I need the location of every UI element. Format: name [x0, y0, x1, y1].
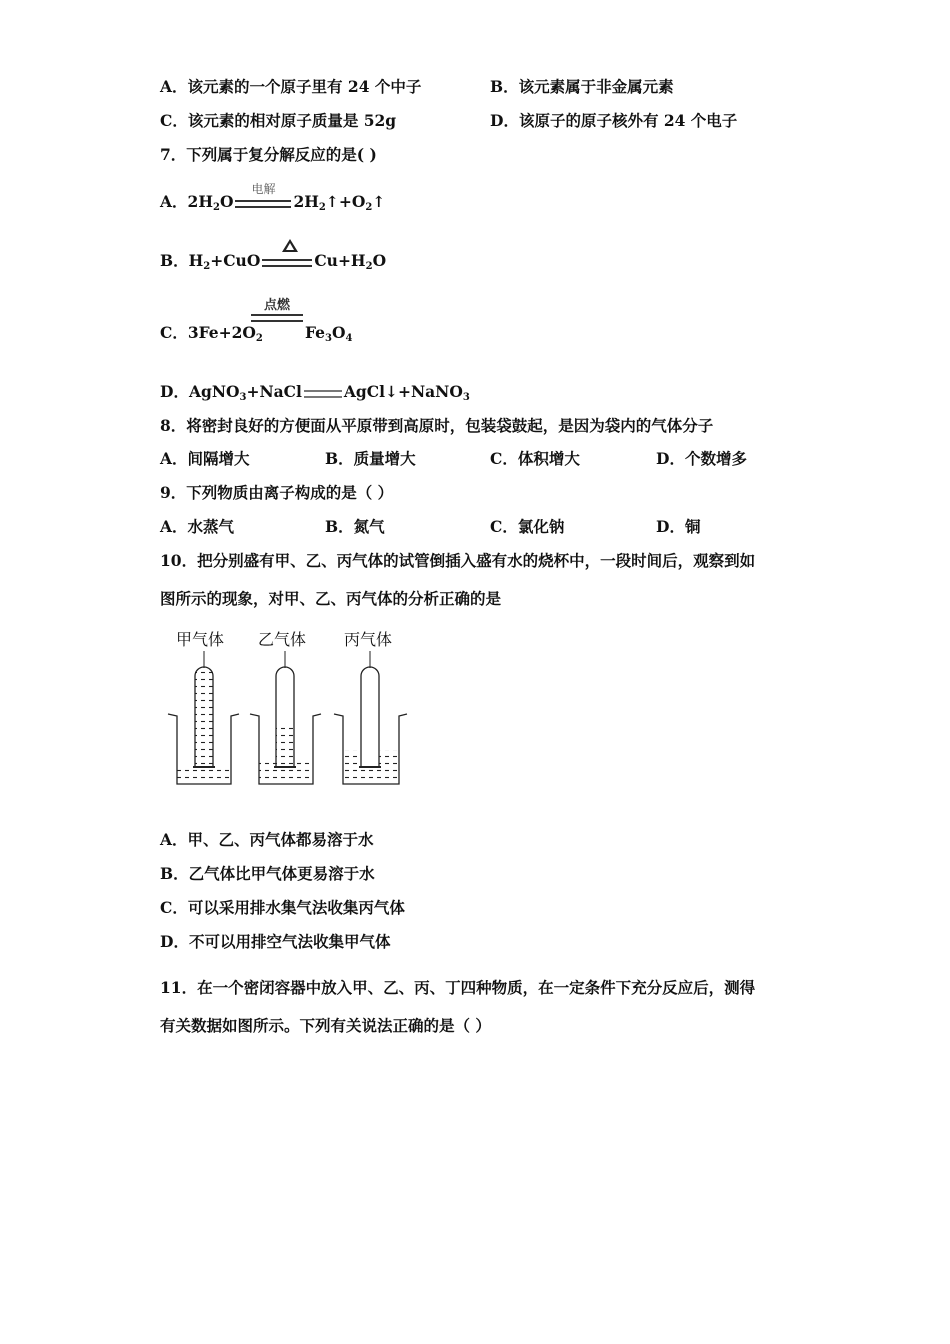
q7-c-rhs2-sub: 4 — [345, 333, 353, 344]
q7-a-lhs-sub: 2 — [212, 202, 220, 213]
q7-b-rhs2: O — [372, 251, 387, 270]
q6-option-a: A．该元素的一个原子里有 24 个中子 — [160, 77, 422, 96]
q7-a-rhs2-sub: 2 — [365, 202, 373, 213]
q7-option-b — [160, 251, 386, 277]
q7-a-lhs: 2H — [187, 192, 213, 211]
q7-stem: 7．下列属于复分解反应的是( ) — [160, 145, 377, 164]
equation-sign-ignite — [251, 314, 303, 322]
q6-option-d: D．该原子的原子核外有 24 个电子 — [490, 111, 738, 130]
q7-option-a — [160, 182, 386, 218]
q11-stem-line2: 有关数据如图所示。下列有关说法正确的是（ ） — [160, 1016, 491, 1035]
q7-c-lhs1-sub: 2 — [255, 333, 263, 344]
q7-d-rhs1-sub: 3 — [462, 392, 470, 403]
heat-triangle-icon — [282, 239, 298, 252]
q8-stem: 8．将密封良好的方便面从平原带到高原时，包装袋鼓起，是因为袋内的气体分子 — [160, 416, 714, 435]
q9-stem: 9．下列物质由离子构成的是（ ） — [160, 483, 394, 502]
q7-c-lhs1: 3Fe+2O — [187, 323, 256, 342]
q7-a-condition: 电解 — [251, 182, 276, 196]
q7-c-rhs1-sub: 3 — [325, 333, 332, 344]
q11-stem-line1: 11．在一个密闭容器中放入甲、乙、丙、丁四种物质，在一定条件下充分反应后，测得 — [160, 978, 756, 997]
fig-label-gas-yi: 乙气体 — [258, 630, 307, 649]
q10-option-b: B．乙气体比甲气体更易溶于水 — [160, 864, 375, 883]
q10-option-c: C．可以采用排水集气法收集丙气体 — [160, 898, 405, 917]
q7-d-label: D． — [160, 382, 189, 401]
q8-option-a: A．间隔增大 — [160, 449, 250, 468]
q7-option-c — [160, 323, 263, 349]
q9-option-c: C．氯化钠 — [490, 517, 565, 536]
q7-b-rhs1: Cu+H — [314, 251, 366, 270]
q7-d-rhs1: AgCl↓+NaNO — [343, 382, 463, 401]
q7-d-lhs2: +NaCl — [246, 382, 302, 401]
q7-b-rhs1-sub: 2 — [365, 261, 373, 272]
q7-b-lhs2: +CuO — [210, 251, 261, 270]
equation-sign-heat — [262, 257, 312, 267]
q10-stem-line1: 10．把分别盛有甲、乙、丙气体的试管倒插入盛有水的烧杯中，一段时间后，观察到如 — [160, 551, 756, 570]
beaker-jia — [168, 651, 239, 784]
q10-stem-line2: 图所示的现象，对甲、乙、丙气体的分析正确的是 — [160, 589, 502, 608]
q9-option-a: A．水蒸气 — [160, 517, 235, 536]
equation-sign-plain — [304, 388, 342, 398]
fig-label-gas-jia: 甲气体 — [176, 630, 225, 649]
q6-option-c: C．该元素的相对原子质量是 52g — [160, 111, 397, 130]
equation-sign-electrolysis — [235, 182, 291, 208]
q7-c-label: C． — [160, 323, 188, 342]
fig-label-gas-bing: 丙气体 — [344, 630, 393, 649]
q7-a-label: A． — [160, 192, 188, 211]
q7-b-lhs1-sub: 2 — [203, 261, 211, 272]
q10-option-d: D．不可以用排空气法收集甲气体 — [160, 932, 391, 951]
beaker-yi — [250, 651, 321, 784]
q7-c-rhs — [305, 323, 352, 349]
q8-option-d: D．个数增多 — [656, 449, 747, 468]
q7-d-lhs1-sub: 3 — [239, 392, 247, 403]
q6-option-b: B．该元素属于非金属元素 — [490, 77, 674, 96]
q8-option-c: C．体积增大 — [490, 449, 580, 468]
q8-option-b: B．质量增大 — [325, 449, 416, 468]
q7-a-rhs3: ↑ — [372, 192, 386, 211]
q7-c-condition: 点燃 — [263, 298, 290, 313]
beaker-bing — [334, 651, 407, 784]
q7-b-lhs1: H — [188, 251, 204, 270]
q7-a-rhs2: ↑+O — [325, 192, 366, 211]
q7-c-rhs2: O — [332, 323, 346, 342]
q7-d-lhs1: AgNO — [188, 382, 240, 401]
q7-a-rhs1-sub: 2 — [318, 202, 326, 213]
q10-option-a: A．甲、乙、丙气体都易溶于水 — [160, 830, 374, 849]
q9-option-b: B．氮气 — [325, 517, 385, 536]
q7-a-lhs2: O — [219, 192, 234, 211]
q7-a-rhs1: 2H — [293, 192, 319, 211]
q9-option-d: D．铜 — [656, 517, 701, 536]
gas-solubility-figure — [160, 648, 410, 790]
q7-b-label: B． — [160, 251, 189, 270]
q7-c-rhs1: Fe — [305, 323, 326, 342]
q7-option-d — [160, 382, 470, 408]
